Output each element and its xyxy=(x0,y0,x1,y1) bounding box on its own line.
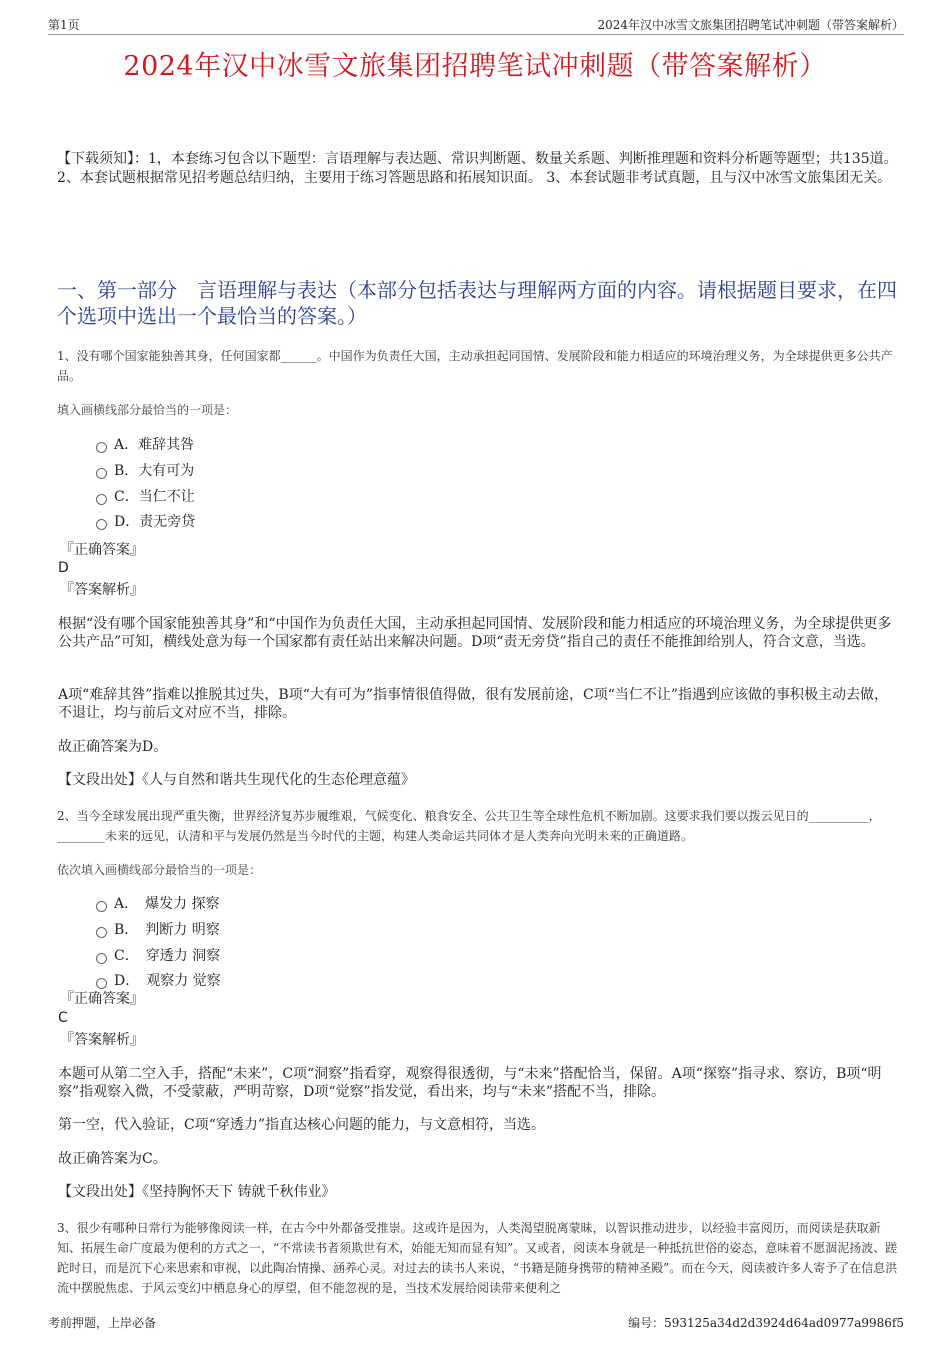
question-1-analysis-label: 『答案解析』 xyxy=(60,582,144,598)
question-1-analysis-p3: 故正确答案为D。 xyxy=(58,739,168,755)
radio-icon[interactable] xyxy=(96,442,107,453)
question-2-option-c[interactable]: C． 穿透力 洞察 xyxy=(96,946,220,966)
radio-icon[interactable] xyxy=(96,927,107,938)
question-1-prompt: 填入画横线部分最恰当的一项是： xyxy=(57,403,238,417)
question-1-option-a[interactable]: A．难辞其咎 xyxy=(96,435,194,455)
question-3-stem: 3、很少有哪种日常行为能够像阅读一样，在古今中外都备受推崇。这或许是因为，人类渴望脱离蒙昧，以智识推动进步，以经验丰富阅历，而阅读是获取新知、拓展生命广度最为便利的方式之一，“不常读书者须欺世有术，始能无知而显有知”。又或者，阅读本身就是一种抵抗世俗的姿态，意味着不愿涸泥扬波、蹉跎时日，而是沉下心来思索和审视，以此陶冶情操、涵养心灵。对过去的读书人来说，“书籍是随身携带的精神圣殿”。而在今天，阅读被许多人寄予了在信息洪流中摆脱焦虑、于风云变幻中栖息身心的厚望，但不能忽视的是，当技术发展给阅读带来便利之 xyxy=(57,1221,898,1295)
question-2-source: 【文段出处】《坚持胸怀天下 铸就千秋伟业》 xyxy=(58,1184,336,1200)
question-1-analysis-p2: A项“难辞其咎”指难以推脱其过失，B项“大有可为”指事情很值得做，很有发展前途，C项“当仁不让”指遇到应该做的事积极主动去做，不退让，均与前后文对应不当，排除。 xyxy=(58,687,889,721)
question-1-option-d[interactable]: D．责无旁贷 xyxy=(96,512,195,532)
radio-icon[interactable] xyxy=(96,953,107,964)
question-1-option-c[interactable]: C．当仁不让 xyxy=(96,487,195,507)
question-2-answer: C xyxy=(58,1010,68,1026)
footer-serial: 编号：593125a34d2d3924d64ad0977a9986f5 xyxy=(628,1316,904,1330)
question-2-analysis-p1: 本题可从第二空入手，搭配“未来”，C项“洞察”指看穿，观察得很透彻，与“未来”搭配恰当，保留。A项“探察”指寻求、察访，B项“明察”指观察入微，不受蒙蔽，严明苛察，D项“觉察”指发觉，看出来，均与“未来”搭配不当，排除。 xyxy=(58,1066,882,1100)
page-number: 第1页 xyxy=(48,18,80,32)
question-2-analysis-p2: 第一空，代入验证，C项“穿透力”指直达核心问题的能力，与文意相符，当选。 xyxy=(58,1117,546,1133)
question-2-option-b[interactable]: B． 判断力 明察 xyxy=(96,920,220,940)
question-1-analysis-p1: 根据“没有哪个国家能独善其身”和“中国作为负责任大国，主动承担起同国情、发展阶段和能力相适应的环境治理义务，为全球提供更多公共产品”可知，横线处意为每一个国家都有责任站出来解决问题。D项“责无旁贷”指自己的责任不能推卸给别人，符合文意，当选。 xyxy=(58,616,892,650)
question-2-answer-label: 『正确答案』 xyxy=(60,991,144,1007)
question-1-answer-label: 『正确答案』 xyxy=(60,542,144,558)
question-1-option-b[interactable]: B．大有可为 xyxy=(96,461,194,481)
question-2-analysis-label: 『答案解析』 xyxy=(60,1032,144,1048)
page-header xyxy=(48,14,904,35)
radio-icon[interactable] xyxy=(96,494,107,505)
question-2-prompt: 依次填入画横线部分最恰当的一项是： xyxy=(57,863,262,877)
page-title: 2024年汉中冰雪文旅集团招聘笔试冲刺题（带答案解析） xyxy=(123,51,827,82)
footer-slogan: 考前押题，上岸必备 xyxy=(48,1316,157,1330)
download-notice: 【下载须知】：1，本套练习包含以下题型：言语理解与表达题、常识判断题、数量关系题、判断推理题和资料分析题等题型；共135道。 2、本套试题根据常见招考题总结归纳，主要用于练习答题思路和拓展知识面。 3、本套试题非考试真题，且与汉中冰雪文旅集团无关。 xyxy=(57,151,898,186)
header-doc-title: 2024年汉中冰雪文旅集团招聘笔试冲刺题（带答案解析） xyxy=(597,18,904,32)
question-1-stem: 1、没有哪个国家能独善其身，任何国家都______。中国作为负责任大国，主动承担起同国情、发展阶段和能力相适应的环境治理义务，为全球提供更多公共产品。 xyxy=(57,349,893,383)
section-heading: 一、第一部分 言语理解与表达（本部分包括表达与理解两方面的内容。请根据题目要求，在四个选项中选出一个最恰当的答案。） xyxy=(57,278,897,328)
question-2-option-a[interactable]: A． 爆发力 探察 xyxy=(96,894,220,914)
question-1-source: 【文段出处】《人与自然和谐共生现代化的生态伦理意蕴》 xyxy=(58,772,415,788)
radio-icon[interactable] xyxy=(96,519,107,530)
question-1-answer: D xyxy=(58,560,69,576)
radio-icon[interactable] xyxy=(96,901,107,912)
question-2-option-d[interactable]: D． 观察力 觉察 xyxy=(96,971,221,991)
radio-icon[interactable] xyxy=(96,978,107,989)
radio-icon[interactable] xyxy=(96,468,107,479)
question-2-analysis-p3: 故正确答案为C。 xyxy=(58,1151,167,1167)
question-2-stem: 2、当今全球发展出现严重失衡，世界经济复苏步履维艰，气候变化、粮食安全、公共卫生等全球性危机不断加剧。这要求我们要以拨云见日的__________，________未来的远见，认清和平与发展仍然是当今时代的主题，构建人类命运共同体才是人类奔向光明未来的正确道路。 xyxy=(57,809,881,843)
